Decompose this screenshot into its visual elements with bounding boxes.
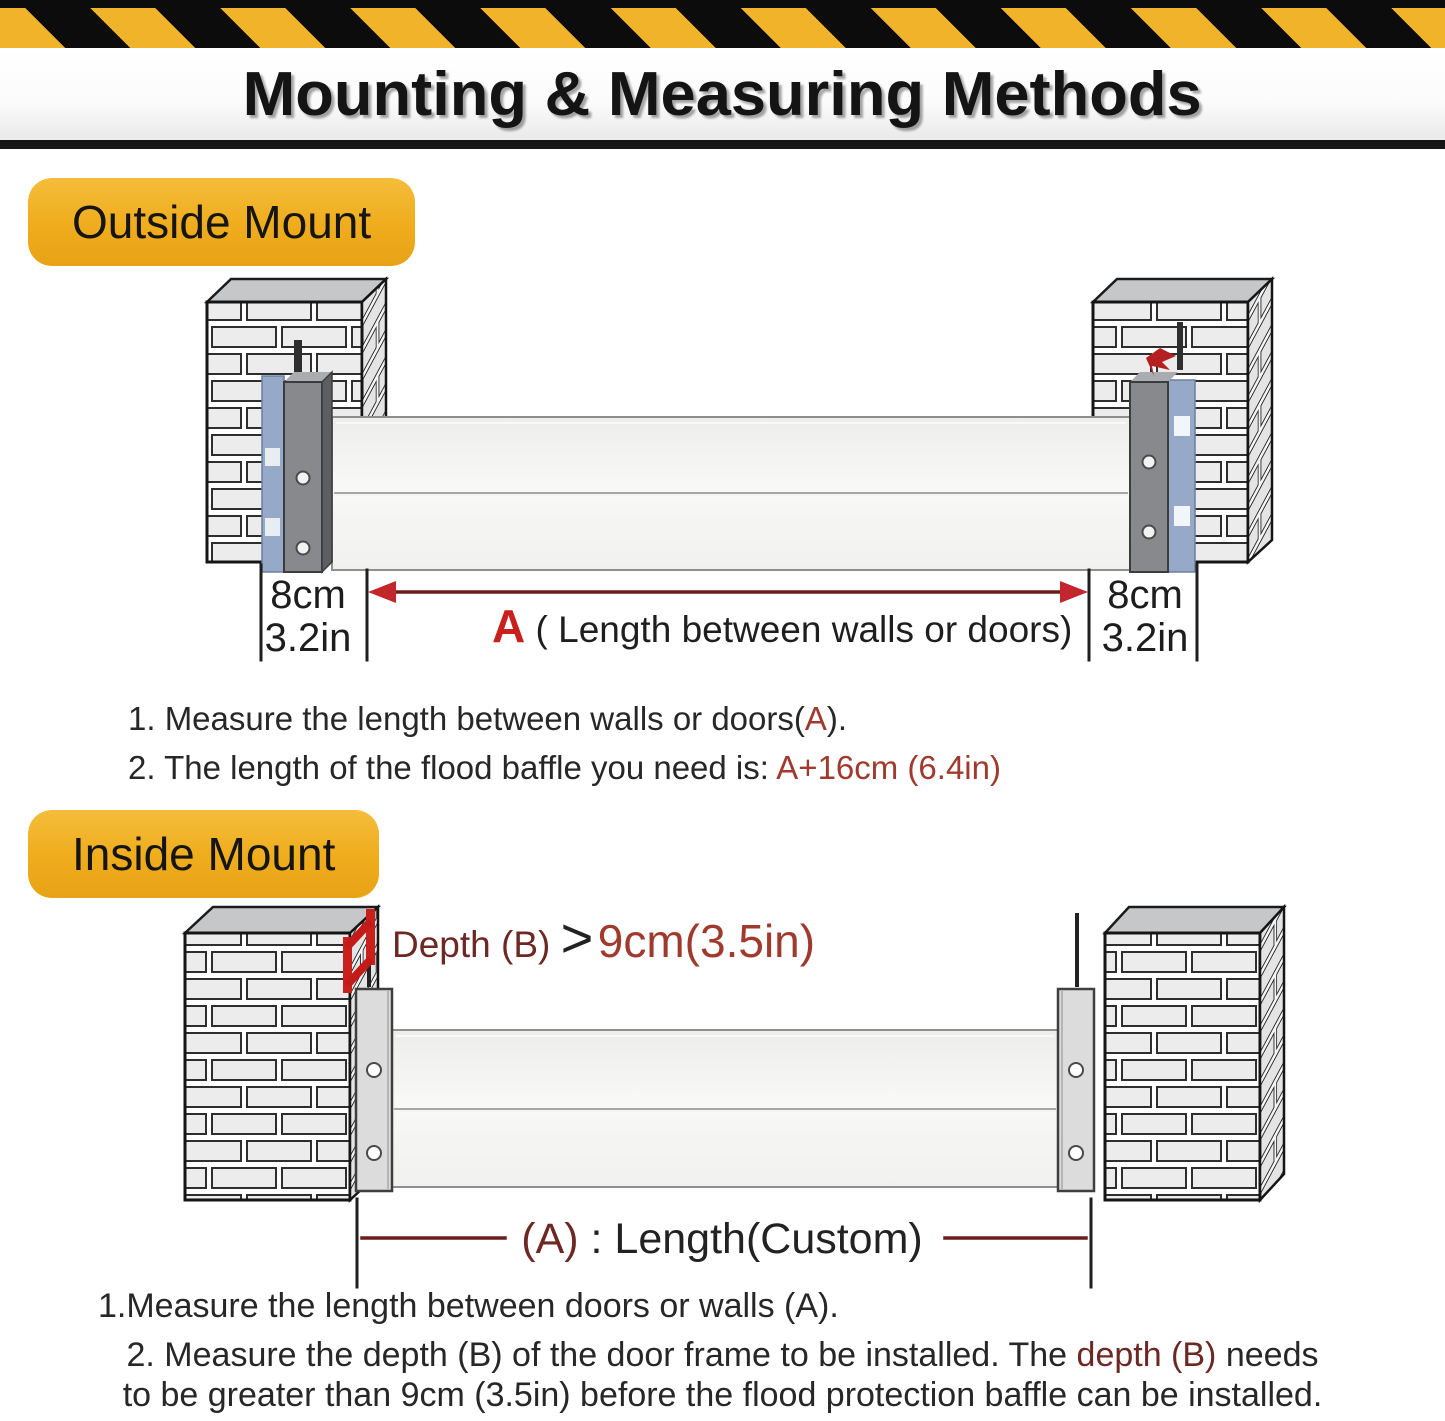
greater-than-symbol: > <box>560 906 594 969</box>
inside-step-2: 2. Measure the depth (B) of the door frame to be installed. The depth (B) needs to be greater than 9cm (3.5in) before the flood protection baffle can be installed. <box>122 1336 1323 1414</box>
right-frame-channel <box>1058 989 1094 1191</box>
depth-label <box>392 906 815 969</box>
title-band <box>0 48 1445 140</box>
screw-hole <box>1143 526 1156 539</box>
left-u-channel-bracket <box>284 372 332 572</box>
outside-step-2: 2. The length of the flood baffle you need is: A+16cm (6.4in) <box>128 749 1001 786</box>
left-wall-rail <box>262 376 284 572</box>
outside-mount-section-header <box>28 178 1445 266</box>
right-wall-rail <box>1168 380 1195 572</box>
left-frame-channel <box>356 989 392 1191</box>
span-length-label <box>492 600 1072 652</box>
span-key: A <box>492 600 526 652</box>
outside-step-1: 1. Measure the length between walls or doors(A). <box>128 700 848 737</box>
flood-barrier-panels <box>392 1030 1058 1187</box>
flood-barrier-panels <box>332 417 1130 570</box>
screw-hole <box>367 1146 381 1160</box>
inside-mount-badge: Inside Mount <box>28 810 379 898</box>
outside-mount-diagram <box>0 270 1445 670</box>
page-title: Mounting & Measuring Methods <box>242 59 1203 129</box>
length-custom-label <box>521 1215 922 1263</box>
right-offset-cm: 8cm <box>1107 573 1183 617</box>
arrow-head-right <box>1060 581 1088 603</box>
length-text: : Length(Custom) <box>590 1215 923 1263</box>
span-text: ( Length between walls or doors) <box>535 609 1073 650</box>
header-divider <box>0 140 1445 149</box>
caution-tape-top-edge <box>0 0 1445 8</box>
depth-value: 9cm(3.5in) <box>597 915 816 967</box>
outside-mount-instructions <box>128 694 1445 792</box>
left-offset-inch: 3.2in <box>264 616 352 660</box>
arrow-head-left <box>368 581 396 603</box>
inside-step-1: 1.Measure the length between doors or walls (A). <box>98 1287 839 1325</box>
header <box>0 0 1445 149</box>
caution-tape-stripes <box>0 8 1445 48</box>
depth-text: Depth (B) <box>392 924 561 965</box>
left-offset-cm: 8cm <box>270 573 346 617</box>
screw-hole <box>1143 456 1156 469</box>
screw-hole <box>1069 1146 1083 1160</box>
screw-hole <box>297 542 310 555</box>
inside-right-brick-pillar <box>1105 907 1284 1200</box>
right-anchor-pin <box>1177 322 1183 370</box>
inside-mount-diagram <box>0 895 1445 1295</box>
screw-hole <box>1069 1063 1083 1077</box>
outside-mount-badge: Outside Mount <box>28 178 415 266</box>
right-anchor-pin <box>1075 913 1079 987</box>
inside-mount-instructions <box>0 1283 1445 1415</box>
screw-hole <box>297 472 310 485</box>
screw-hole <box>367 1063 381 1077</box>
length-key: (A) <box>521 1215 579 1263</box>
inside-mount-section-header <box>28 810 1445 898</box>
right-offset-inch: 3.2in <box>1101 616 1189 660</box>
